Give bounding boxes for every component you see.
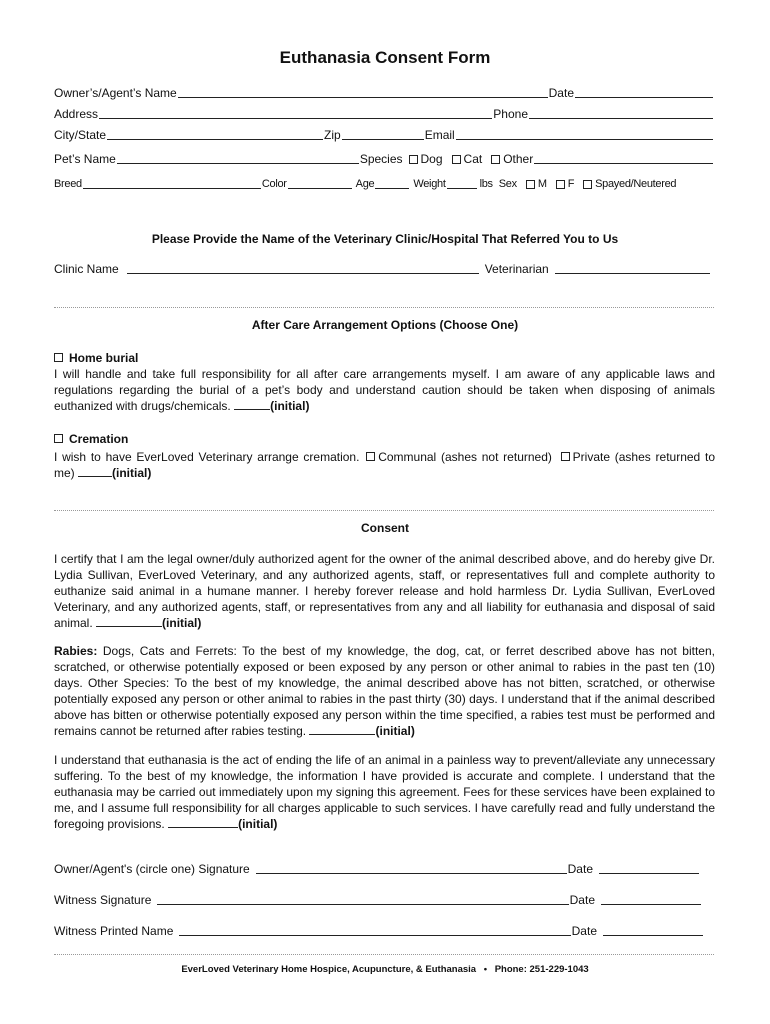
- sex-f-label: F: [567, 178, 575, 190]
- rabies-text: Dogs, Cats and Ferrets: To the best of my knowledge, the dog, cat, or ferret described above has not bitten, scratched, or otherwise potentially exposed or been exposed by any person or other animal to rabies in the past ten (10) days. Other Species: To the best of my knowledge, the animal described above has not bitten, scratched, or otherwise potentially exposed any person or other animal to rabies in the past thirty (30) days. I understand that if the animal described above has bitten or otherwise potentially exposed any person within the time specified, a rabies test must be performed and remains cannot be returned after rabies testing.: [54, 644, 715, 738]
- witness-signature-date-field[interactable]: [601, 894, 701, 905]
- email-label: Email: [424, 128, 455, 142]
- clinic-row: [54, 262, 714, 276]
- species-label: Species: [359, 152, 403, 166]
- section-divider: [54, 510, 714, 511]
- zip-label: Zip: [324, 128, 341, 142]
- witness-signature-date-label: Date: [569, 893, 595, 907]
- cremation-label: Cremation: [69, 432, 129, 446]
- home-burial-option: [54, 351, 138, 365]
- consent-p1-initial-field[interactable]: [96, 616, 162, 627]
- consent-p1-text: I certify that I am the legal owner/duly authorized agent for the owner of the animal described above, and do hereby give Dr. Lydia Sullivan, EverLoved Veterinary, and any authorized agents, staff, or representatives full and complete authority to euthanize said animal in a humane manner. I hereby forever release and hold harmless Dr. Lydia Sullivan, EverLoved Veterinary, and any authorized agents, staff, or representatives from any and all liability for euthanasia and disposal of said animal.: [54, 552, 715, 630]
- cremation-option: [54, 432, 128, 446]
- owner-signature-date-field[interactable]: [599, 863, 699, 874]
- email-field[interactable]: [456, 129, 713, 140]
- witness-signature-field[interactable]: [157, 894, 568, 905]
- footer-divider: [54, 954, 714, 955]
- cremation-checkbox[interactable]: [54, 434, 63, 443]
- footer-separator: •: [483, 964, 488, 975]
- home-burial-initial-label: (initial): [270, 399, 310, 413]
- species-other-label: Other: [503, 152, 534, 166]
- zip-field[interactable]: [342, 129, 424, 140]
- witness-printed-date-label: Date: [571, 924, 597, 938]
- owner-signature-date-label: Date: [567, 862, 593, 876]
- sex-label: Sex: [498, 178, 517, 190]
- communal-checkbox[interactable]: [366, 452, 375, 461]
- consent-p3-text: I understand that euthanasia is the act of ending the life of an animal in a painless way to prevent/alleviate any unnecessary suffering. To the best of my knowledge, the information I have provided is accurate and complete. I understand that the euthanasia may be carried out immediately upon my signing this agreement. Fees for these services have been explained to me, and I assume full responsibility for all charges applicable to such services. I have carefully read and fully understand the foregoing provisions.: [54, 753, 715, 831]
- cremation-initial-label: (initial): [112, 466, 152, 480]
- breed-label: Breed: [54, 178, 82, 190]
- species-dog-checkbox[interactable]: [409, 155, 418, 164]
- veterinarian-field[interactable]: [555, 263, 710, 274]
- color-field[interactable]: [288, 178, 352, 189]
- aftercare-heading: After Care Arrangement Options (Choose One): [251, 318, 519, 332]
- species-dog-label: Dog: [420, 152, 443, 166]
- consent-paragraph-3: [54, 752, 715, 832]
- city-row: [54, 128, 714, 142]
- species-cat-label: Cat: [463, 152, 483, 166]
- owner-name-label: Owner’s/Agent’s Name: [54, 86, 177, 100]
- age-label: Age: [355, 178, 375, 190]
- home-burial-checkbox[interactable]: [54, 353, 63, 362]
- cremation-initial-field[interactable]: [78, 466, 112, 477]
- weight-field[interactable]: [447, 178, 477, 189]
- clinic-name-field[interactable]: [127, 263, 479, 274]
- witness-signature-row: [54, 893, 702, 907]
- witness-signature-label: Witness Signature: [54, 893, 152, 907]
- species-other-field[interactable]: [534, 153, 713, 164]
- age-field[interactable]: [375, 178, 409, 189]
- city-label: City/State: [54, 128, 107, 142]
- spayed-neutered-label: Spayed/Neutered: [595, 178, 677, 190]
- communal-label: Communal (ashes not returned): [378, 450, 552, 464]
- species-cat-checkbox[interactable]: [452, 155, 461, 164]
- private-label: Private (ashes returned to me): [54, 450, 715, 480]
- home-burial-label: Home burial: [69, 351, 139, 365]
- phone-label: Phone: [493, 107, 528, 121]
- veterinarian-label: Veterinarian: [484, 262, 549, 276]
- witness-printed-row: [54, 924, 704, 938]
- rabies-initial-label: (initial): [375, 724, 415, 738]
- cremation-text: [54, 449, 715, 481]
- phone-field[interactable]: [529, 108, 713, 119]
- weight-label: Weight: [413, 178, 446, 190]
- cremation-description: I wish to have EverLoved Veterinary arrange cremation.: [54, 450, 360, 464]
- owner-date-label: Date: [548, 86, 574, 100]
- address-field[interactable]: [99, 108, 492, 119]
- footer: [0, 964, 770, 975]
- witness-printed-date-field[interactable]: [603, 925, 703, 936]
- home-burial-initial-field[interactable]: [234, 399, 270, 410]
- owner-signature-label: Owner/Agent's (circle one) Signature: [54, 862, 250, 876]
- pet-name-row: [54, 152, 714, 166]
- form-title: Euthanasia Consent Form: [279, 48, 491, 67]
- owner-date-field[interactable]: [575, 87, 713, 98]
- sex-m-label: M: [537, 178, 547, 190]
- species-other-checkbox[interactable]: [491, 155, 500, 164]
- breed-row: [54, 177, 714, 191]
- city-field[interactable]: [107, 129, 323, 140]
- spayed-neutered-checkbox[interactable]: [583, 180, 592, 189]
- consent-paragraph-1: [54, 551, 715, 631]
- address-row: [54, 107, 714, 121]
- owner-signature-row: [54, 862, 700, 876]
- consent-p1-initial-label: (initial): [162, 616, 202, 630]
- witness-printed-label: Witness Printed Name: [54, 924, 174, 938]
- consent-heading: Consent: [361, 521, 409, 535]
- consent-p3-initial-label: (initial): [238, 817, 278, 831]
- home-burial-text: [54, 366, 715, 414]
- witness-printed-field[interactable]: [179, 925, 570, 936]
- breed-field[interactable]: [83, 178, 261, 189]
- owner-name-row: [54, 86, 714, 100]
- referral-heading: Please Provide the Name of the Veterinary Clinic/Hospital That Referred You to Us: [151, 232, 619, 246]
- rabies-paragraph: [54, 643, 715, 739]
- private-checkbox[interactable]: [561, 452, 570, 461]
- sex-f-checkbox[interactable]: [556, 180, 565, 189]
- color-label: Color: [261, 178, 287, 190]
- owner-name-field[interactable]: [178, 87, 548, 98]
- pet-name-field[interactable]: [117, 153, 359, 164]
- footer-text: EverLoved Veterinary Home Hospice, Acupuncture, & Euthanasia: [181, 964, 477, 975]
- rabies-initial-field[interactable]: [309, 724, 375, 735]
- rabies-label: Rabies:: [54, 644, 98, 658]
- weight-unit: lbs: [479, 178, 493, 190]
- section-divider: [54, 307, 714, 308]
- sex-m-checkbox[interactable]: [526, 180, 535, 189]
- clinic-name-label: Clinic Name: [54, 262, 119, 276]
- consent-p3-initial-field[interactable]: [168, 817, 238, 828]
- address-label: Address: [54, 107, 99, 121]
- pet-name-label: Pet’s Name: [54, 152, 116, 166]
- footer-phone: Phone: 251-229-1043: [494, 964, 589, 975]
- owner-signature-field[interactable]: [256, 863, 567, 874]
- home-burial-description: I will handle and take full responsibility for all after care arrangements myself. I am aware of any applicable laws and regulations regarding the burial of a pet’s body and understand caution should be taken when disposing of animals euthanized with drugs/chemicals.: [54, 367, 715, 413]
